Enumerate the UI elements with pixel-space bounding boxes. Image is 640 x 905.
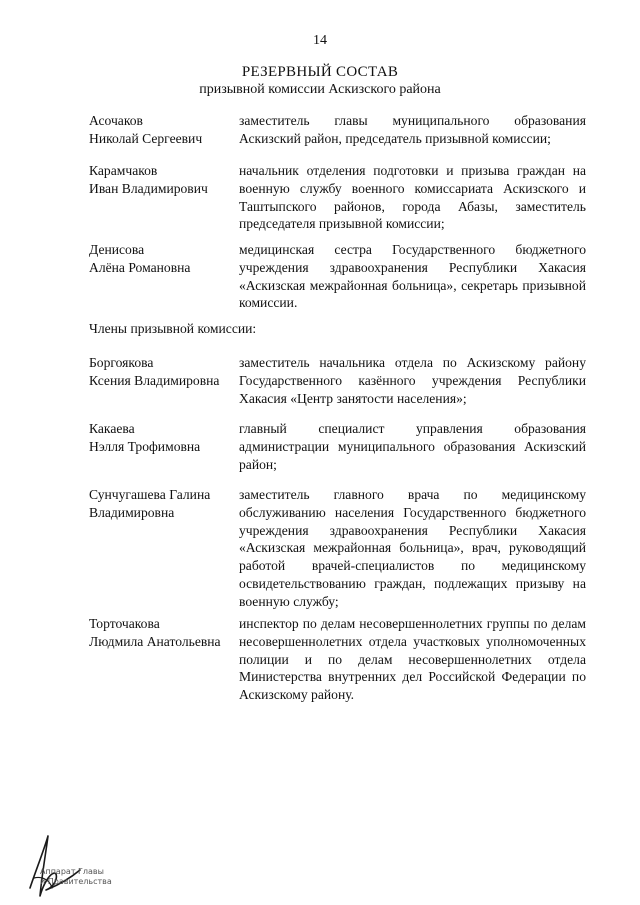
person-role: начальник отделения подготовки и призыва граждан на военную службу военного комиссариата Аскизского и Таштыпского районов, города Абазы, заместитель председателя призывной комиссии; (239, 163, 586, 232)
page-title: РЕЗЕРВНЫЙ СОСТАВ (241, 64, 399, 80)
person-role: заместитель главы муниципального образования Аскизский район, председатель призывной комиссии; (239, 113, 586, 146)
person-role: инспектор по делам несовершеннолетних группы по делам несовершеннолетних отдела участковых уполномоченных полиции и по делам несовершеннолетних отдела Министерства внутренних дел Российской Федерации по Аскизскому району. (239, 616, 586, 703)
surname: Какаева (89, 421, 135, 436)
surname: Торточакова (89, 616, 160, 631)
person-name (89, 354, 239, 390)
surname: Сунчугашева Галина (89, 487, 211, 502)
stamp-line: и Правительства (40, 877, 112, 886)
given-names: Нэлля Трофимовна (89, 438, 201, 454)
members-heading: Члены призывной комиссии: (89, 321, 257, 336)
header (0, 63, 640, 99)
person-role: главный специалист управления образования администрации муниципального образования Аскизский район; (239, 421, 586, 472)
given-names: Ксения Владимировна (89, 372, 220, 388)
given-names: Алёна Романовна (89, 259, 191, 275)
signature (22, 830, 112, 902)
person-role: заместитель главного врача по медицинскому обслуживанию населения Государственного бюджетного учреждения здравоохранения Республики Хакасия «Аскизская межрайонная больница», врач, руководящий работой врачей-специалистов по медицинскому освидетельствованию граждан, подлежащих призыву на военную службу; (239, 487, 586, 609)
person-name (89, 241, 239, 277)
surname: Денисова (89, 242, 145, 257)
given-names: Николай Сергеевич (89, 130, 203, 146)
given-names: Владимировна (89, 504, 175, 520)
given-names: Людмила Анатольевна (89, 633, 221, 649)
person-role: медицинская сестра Государственного бюджетного учреждения здравоохранения Республики Хакасия «Аскизская межрайонная больница», секретарь призывной комиссии. (239, 242, 586, 311)
page-subtitle: призывной комиссии Аскизского района (199, 82, 441, 97)
page-number: 14 (313, 33, 327, 48)
given-names: Иван Владимирович (89, 180, 208, 196)
person-name (89, 615, 239, 651)
surname: Боргоякова (89, 355, 154, 370)
person-name (89, 486, 239, 522)
person-name (89, 420, 239, 456)
surname: Карамчаков (89, 163, 158, 178)
person-role: заместитель начальника отдела по Аскизскому району Государственного казённого учреждения Республики Хакасия «Центр занятости населения»; (239, 355, 586, 406)
signature-stamp (40, 867, 112, 887)
surname: Асочаков (89, 113, 143, 128)
person-name (89, 112, 239, 148)
person-name (89, 162, 239, 198)
stamp-line: Аппарат Главы (40, 867, 104, 876)
